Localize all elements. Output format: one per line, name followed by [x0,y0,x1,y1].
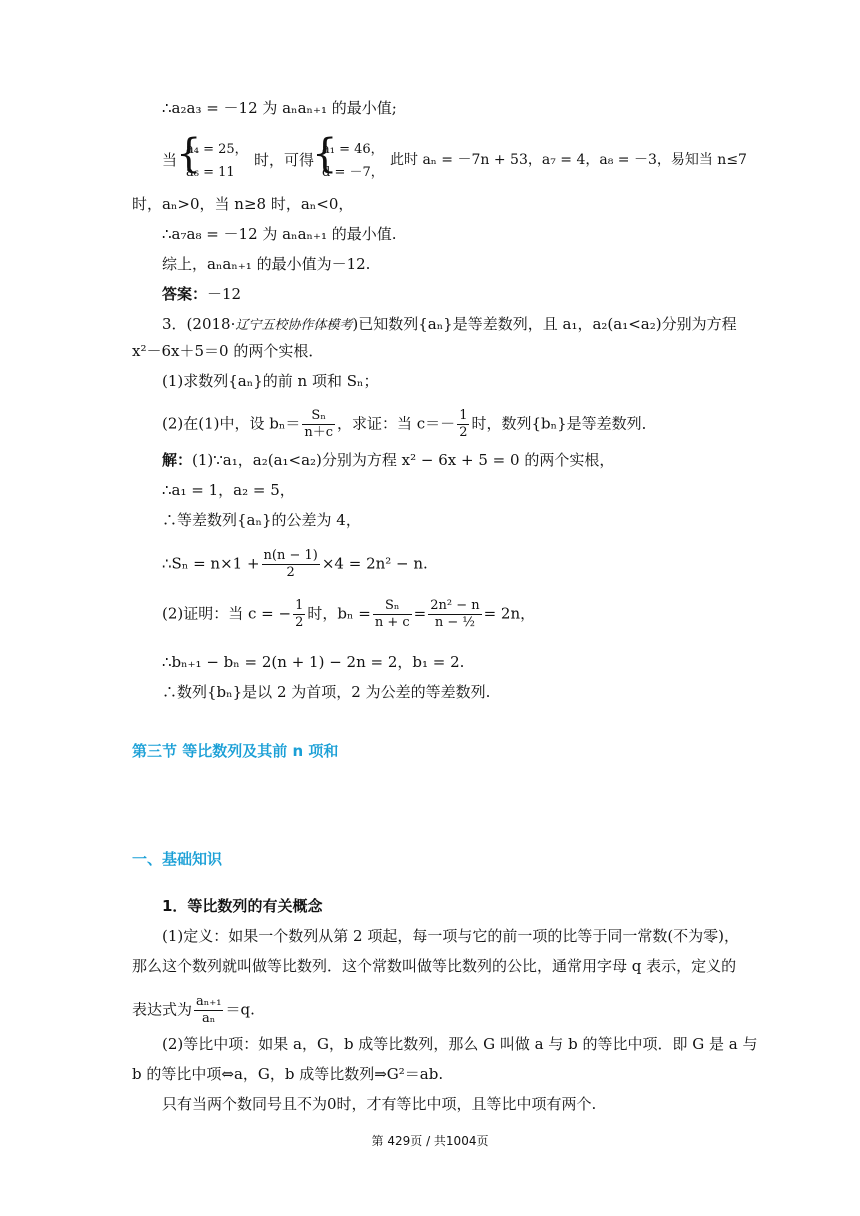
text-line: (2)等比中项：如果 a，G，b 成等比数列，那么 G 叫做 a 与 b 的等比中项．即 G 是 a 与 [162,1035,758,1053]
problem-number: 3．(2018· [162,315,236,333]
question-2-text: (2)在(1)中，设 bₙ＝ [162,414,301,433]
text-line: ∴a₂a₃ = －12 为 aₙaₙ₊₁ 的最小值; [162,99,397,117]
text-line: 当 [162,151,178,169]
text-line: 只有当两个数同号且不为0时，才有等比中项，且等比中项有两个. [162,1095,597,1113]
fraction: $\frac{1}{2}$ [295,598,304,630]
fraction: $\frac{\text{Sₙ}}{n + c}$ [374,598,410,630]
answer-label: 答案： [162,285,208,303]
text-line: 此时 aₙ = －7n + 53，a₇ = 4，a₈ = －3，易知当 n≤7 [390,152,747,168]
text-line: x²－6x＋5＝0 的两个实根． [132,342,324,360]
problem-source: 辽宁五校协作体模考 [235,318,353,333]
text-line: 时，可得 [254,151,315,169]
fraction: $\frac{\text{Sₙ}}{n+c}$ [304,408,334,440]
text-line: (1)定义：如果一个数列从第 2 项起，每一项与它的前一项的比等于同一常数(不为零)， [162,927,740,945]
text-line: ∴数列{bₙ}是以 2 为首项，2 为公差的等差数列. [162,683,491,701]
text-line: 那么这个数列就叫做等比数列．这个常数叫做等比数列的公比，通常用字母 q 表示，定义的 [132,957,737,975]
text-line: 时，aₙ>0，当 n≥8 时，aₙ<0， [132,195,354,213]
text-line: ∴a₁ = 1，a₂ = 5， [162,481,295,499]
page-footer: 第 429页 / 共1004页 [371,1134,489,1148]
system-eq-3: a₁ = 46， [322,142,384,157]
left-brace-icon: { [176,131,202,177]
solution-label: 解： [162,451,193,469]
text-line: ∴a₇a₈ = －12 为 aₙaₙ₊₁ 的最小值. [162,225,397,243]
fraction: $\frac{\text{2n² − n}}{\text{n − ½}}$ [430,598,480,630]
problem-text: )已知数列{aₙ}是等差数列，且 a₁，a₂(a₁<a₂)分别为方程 [352,315,737,333]
text-line: ∴等差数列{aₙ}的公差为 4， [162,511,361,529]
text-line: ∴bₙ₊₁ − bₙ = 2(n + 1) − 2n = 2，b₁ = 2. [162,653,465,671]
fraction: $\frac{n(n - 1)}{2}$ [263,548,318,580]
document-page: ∴a₂a₃ = －12 为 aₙaₙ₊₁ 的最小值; 当 { a₄ = 25， a₆ = 11 时，可得 { a₁ = 46， d = －7， 此时 aₙ = －7n + 53，a₇ = 4，a₈ = －3，易知当 n≤7 时，aₙ>0，当 n≥8 时，aₙ<0， ∴a₇a₈ = －12 为 aₙaₙ₊₁ 的最小值. 综上，aₙaₙ₊₁ 的最小值为－12. 答案：－12 3．(2018·辽宁五校协作体模考)已知数列{aₙ}是等差数列，且 a₁，a₂(a₁<a₂)分别为方程 x²－6x＋5＝0 的两个实根． (1)求数列{aₙ}的前 n 项和 Sₙ； (2)在(1)中，设 bₙ＝ $\frac{\text{Sₙ}}{n+c}$ ，求证：当 c＝－ $\frac{1}{2}$ 时，数列{bₙ}是等差数列． 解：(1)∵a₁，a₂(a₁<a₂)分别为方程 x² − 6x + 5 = 0 的两个实根， ∴a₁ = 1，a₂ = 5， ∴等差数列{aₙ}的公差为 4， ∴Sₙ = n×1 + $\frac{n(n - 1)}{2}$ ×4 = 2n² − n. (2)证明：当 c = − $\frac{1}{2}$ 时，bₙ = $\frac{\text{Sₙ}}{n + c}$ = $\frac{\text{2n² − n}}{\text{n − ½}}$ = 2n， ∴bₙ₊₁ − bₙ = 2(n + 1) − 2n = 2，b₁ = 2. ∴数列{bₙ}是以 2 为首项，2 为公差的等差数列. 第三节 等比数列及其前 n 项和 一、基础知识 1．等比数列的有关概念 (1)定义：如果一个数列从第 2 项起，每一项与它的前一项的比等于同一常数(不为零)， 那么这个数列就叫做等比数列．这个常数叫做等比数列的公比，通常用字母 q 表示，定义的 表达式为 $\frac{\text{aₙ₊₁}}{\text{aₙ}}$ ＝q. (2)等比中项：如果 a，G，b 成等比数列，那么 G 叫做 a 与 b 的等比中项．即 G 是 a 与 b 的等比中项⇔a，G，b 成等比数列⇒G²＝ab. 只有当两个数同号且不为0时，才有等比中项，且等比中项有两个. 第 429页 / 共1004页 [0,0,860,1216]
fraction: $\frac{\text{aₙ₊₁}}{\text{aₙ}}$ [196,994,222,1026]
left-brace-icon: { [312,131,338,177]
fraction: $\frac{1}{2}$ [459,408,468,440]
question-1: (1)求数列{aₙ}的前 n 项和 Sₙ； [162,372,379,390]
subsection-title: 一、基础知识 [132,850,223,868]
answer-value: －12 [207,285,242,303]
text-line: 综上，aₙaₙ₊₁ 的最小值为－12. [162,255,371,273]
system-eq-1: a₄ = 25， [186,142,248,157]
section-title: 第三节 等比数列及其前 n 项和 [132,742,339,760]
system-eq-2: a₆ = 11 [186,165,235,180]
system-eq-4: d = －7， [322,165,384,180]
text-line: b 的等比中项⇔a，G，b 成等比数列⇒G²＝ab. [132,1065,444,1083]
knowledge-title: 1．等比数列的有关概念 [162,897,323,915]
